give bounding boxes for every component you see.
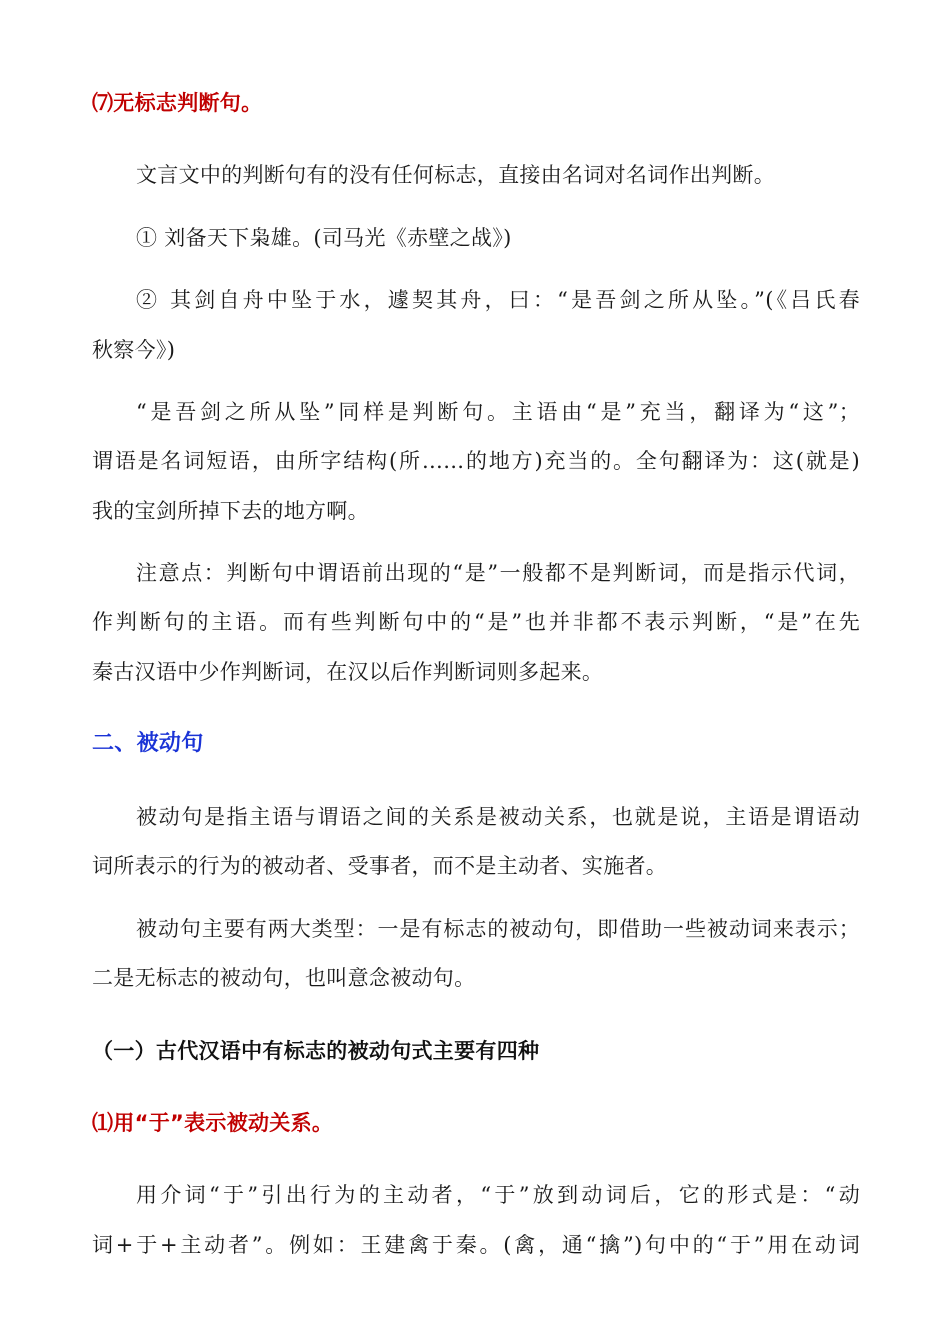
definition-line-1: 被动句是指主语与谓语之间的关系是被动关系，也就是说，主语是谓语动: [136, 805, 860, 829]
note-line-3: 秦古汉语中少作判断词，在汉以后作判断词则多起来。: [92, 660, 604, 684]
section-2-heading: 二、被动句: [92, 731, 204, 756]
item-1-line-2: 词+于+主动者”。例如：王建禽于秦。(禽，通“擒”)句中的“于”用在动词: [92, 1233, 860, 1257]
analysis-line-3: 我的宝剑所掉下去的地方啊。: [92, 499, 369, 523]
types-line-1: 被动句主要有两大类型：一是有标志的被动句，即借助一些被动词来表示；: [136, 917, 860, 941]
item-1-heading: ⑴用“于”表示被动关系。: [92, 1111, 334, 1135]
section-7-heading: ⑺无标志判断句。: [92, 91, 263, 115]
example-1: ① 刘备天下枭雄。(司马光《赤壁之战》): [136, 226, 512, 250]
example-2-line-2: 秋察今》): [92, 338, 176, 362]
subsection-1-heading: （一）古代汉语中有标志的被动句式主要有四种: [92, 1039, 540, 1063]
example-2-line-1: ② 其剑自舟中坠于水，遽契其舟，曰：“是吾剑之所从坠。”(《吕氏春: [136, 288, 860, 312]
definition-line-2: 词所表示的行为的被动者、受事者，而不是主动者、实施者。: [92, 854, 668, 878]
types-line-2: 二是无标志的被动句，也叫意念被动句。: [92, 966, 476, 990]
item-1-line-1: 用介词“于”引出行为的主动者，“于”放到动词后，它的形式是：“动: [136, 1183, 860, 1207]
section-7-intro: 文言文中的判断句有的没有任何标志，直接由名词对名词作出判断。: [136, 163, 775, 187]
note-line-1: 注意点：判断句中谓语前出现的“是”一般都不是判断词，而是指示代词，: [136, 561, 860, 585]
analysis-line-1: “是吾剑之所从坠”同样是判断句。主语由“是”充当，翻译为“这”；: [136, 400, 860, 424]
note-line-2: 作判断句的主语。而有些判断句中的“是”也并非都不表示判断，“是”在先: [92, 610, 860, 634]
analysis-line-2: 谓语是名词短语，由所字结构(所……的地方)充当的。全句翻译为：这(就是): [92, 449, 860, 473]
